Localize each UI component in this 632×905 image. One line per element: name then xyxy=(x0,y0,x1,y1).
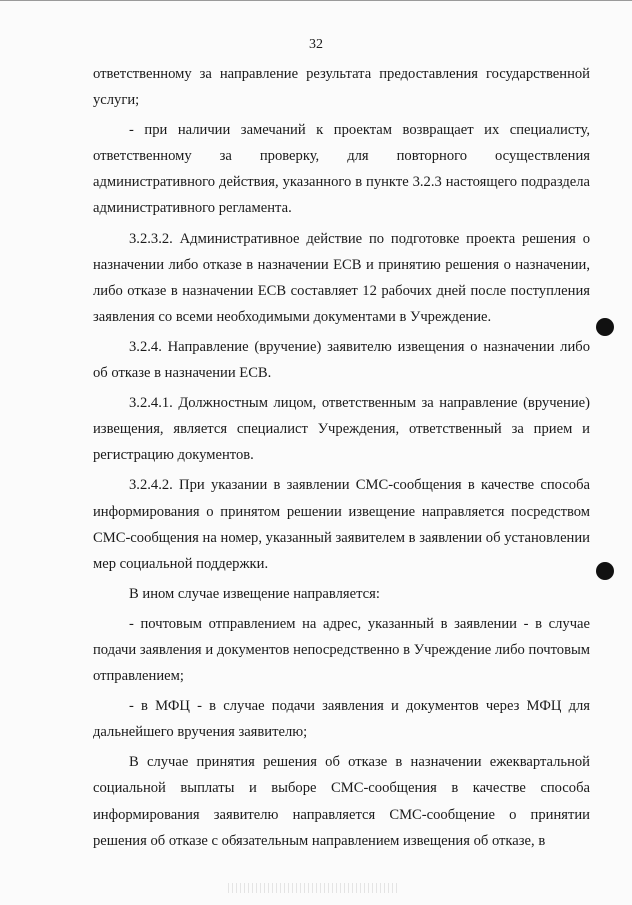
paragraph: В случае принятия решения об отказе в назначении ежеквартальной социальной выплаты и выборе СМС-сообщения в качестве способа информирования заявителю направляется СМС-сообщение о принятии решения об отказе с обязательным направлением извещения об отказе, в xyxy=(93,754,590,849)
paragraph: - при наличии замечаний к проектам возвращает их специалисту, ответственному за проверку, для повторного осуществления административного действия, указанного в пункте 3.2.3 настоящего подраздела административного регламента. xyxy=(93,122,590,217)
punch-hole xyxy=(596,562,614,580)
paragraph: 3.2.4.1. Должностным лицом, ответственным за направление (вручение) извещения, является специалист Учреждения, ответственный за прием и регистрацию документов. xyxy=(93,395,590,464)
paragraph: 3.2.4. Направление (вручение) заявителю извещения о назначении либо об отказе в назначении ЕСВ. xyxy=(93,338,590,382)
top-rule xyxy=(0,0,632,1)
scan-artifact xyxy=(228,883,398,893)
page-number: 32 xyxy=(309,37,323,52)
paragraph: 3.2.4.2. При указании в заявлении СМС-сообщения в качестве способа информирования о принятом решении извещение направляется посредством СМС-сообщения на номер, указанный заявителем в заявлении об установлении мер социальной поддержки. xyxy=(93,477,590,572)
document-body xyxy=(93,61,590,854)
paragraph: ответственному за направление результата предоставления государственной услуги; xyxy=(93,66,590,109)
paragraph: - почтовым отправлением на адрес, указанный в заявлении - в случае подачи заявления и документов непосредственно в Учреждение либо почтовым отправлением; xyxy=(93,615,590,685)
paragraph: 3.2.3.2. Административное действие по подготовке проекта решения о назначении либо отказе в назначении ЕСВ и принятию решения о назначении, либо отказе в назначении ЕСВ составляет 12 рабочих дней после поступления заявления со всеми необходимыми документами в Учреждение. xyxy=(93,230,590,325)
punch-hole xyxy=(596,318,614,336)
paragraph: В ином случае извещение направляется: xyxy=(129,585,380,602)
paragraph: - в МФЦ - в случае подачи заявления и документов через МФЦ для дальнейшего вручения заявителю; xyxy=(93,698,590,741)
